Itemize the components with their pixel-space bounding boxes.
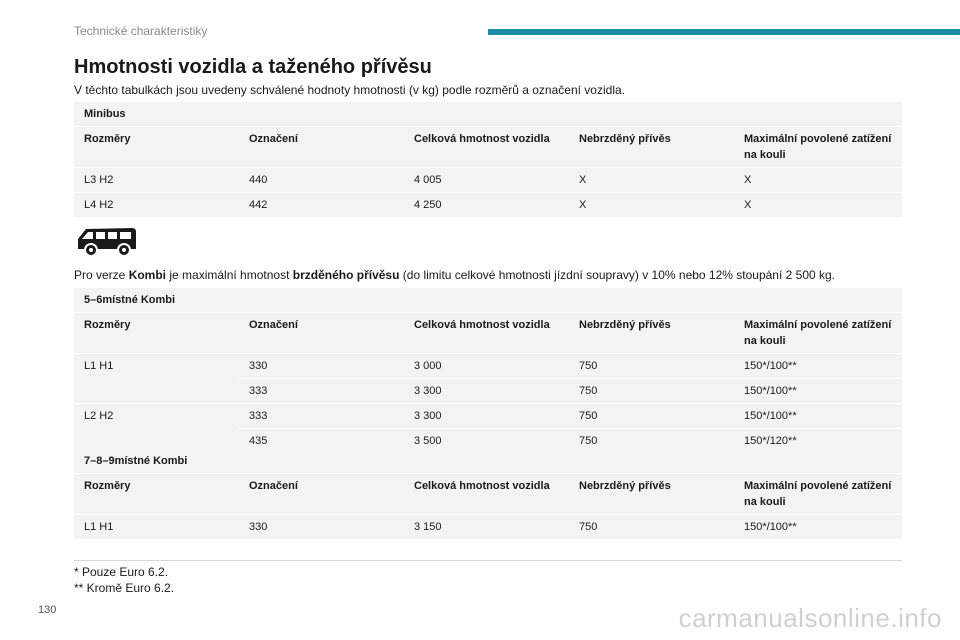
section-header: Technické charakteristiky — [74, 24, 208, 38]
table-row — [74, 193, 902, 218]
table-cell: L1 H1 — [74, 354, 239, 379]
column-header: Maximální povolené zatížení na kouli — [734, 127, 902, 168]
column-header: Rozměry — [74, 127, 239, 168]
table-cell: 330 — [239, 354, 404, 379]
table-cell: X — [734, 193, 902, 218]
column-header: Rozměry — [74, 313, 239, 354]
note-bold: Kombi — [128, 268, 167, 282]
table-cell: L4 H2 — [74, 193, 239, 218]
table-title: 5–6místné Kombi — [84, 294, 176, 306]
table-cell: 333 — [239, 379, 404, 404]
table-cell: 150*/100** — [734, 379, 902, 404]
column-header: Označení — [239, 127, 404, 168]
minibus-table — [74, 102, 902, 217]
footnote: ** Kromě Euro 6.2. — [74, 581, 175, 595]
table-row — [74, 404, 902, 429]
table-title: Minibus — [84, 108, 126, 120]
table-cell: 330 — [239, 515, 404, 540]
table-cell: 442 — [239, 193, 404, 218]
table-cell: 750 — [569, 404, 734, 429]
table-cell: X — [569, 168, 734, 193]
column-header: Nebrzděný přívěs — [569, 127, 734, 168]
column-header: Nebrzděný přívěs — [569, 313, 734, 354]
footnote-divider — [74, 560, 902, 561]
note-text: (do limitu celkové hmotnosti jízdní soupravy) v 10% nebo 12% stoupání 2 500 kg. — [399, 268, 836, 282]
table-cell: 3 300 — [404, 404, 569, 429]
table-cell: X — [734, 168, 902, 193]
kombi-note — [74, 268, 835, 282]
table-cell: 150*/100** — [734, 515, 902, 540]
table-cell: X — [569, 193, 734, 218]
column-header: Maximální povolené zatížení na kouli — [734, 313, 902, 354]
table-cell: 150*/100** — [734, 354, 902, 379]
table-cell: 750 — [569, 354, 734, 379]
column-header: Celková hmotnost vozidla — [404, 313, 569, 354]
table-row — [74, 168, 902, 193]
kombi9-table — [74, 449, 902, 539]
table-title: 7–8–9místné Kombi — [84, 455, 188, 467]
table-cell: 150*/120** — [734, 429, 902, 454]
table-cell: 3 150 — [404, 515, 569, 540]
page-title: Hmotnosti vozidla a taženého přívěsu — [74, 56, 432, 78]
table-cell: 4 250 — [404, 193, 569, 218]
table-cell: 750 — [569, 429, 734, 454]
page-number: 130 — [38, 604, 57, 616]
column-header: Celková hmotnost vozidla — [404, 474, 569, 515]
header-accent-bar — [488, 29, 960, 35]
note-text: je maximální hmotnost — [166, 268, 293, 282]
column-header: Celková hmotnost vozidla — [404, 127, 569, 168]
table-cell: 3 500 — [404, 429, 569, 454]
table-cell: 3 000 — [404, 354, 569, 379]
table-row — [74, 354, 902, 379]
note-bold: brzděného přívěsu — [292, 268, 400, 282]
table-cell: 4 005 — [404, 168, 569, 193]
table-cell: L1 H1 — [74, 515, 239, 540]
table-cell: L2 H2 — [74, 404, 239, 429]
table-cell: 750 — [569, 379, 734, 404]
footnote: * Pouze Euro 6.2. — [74, 565, 169, 579]
column-header: Nebrzděný přívěs — [569, 474, 734, 515]
column-header: Maximální povolené zatížení na kouli — [734, 474, 902, 515]
table-cell: 750 — [569, 515, 734, 540]
kombi6-table — [74, 288, 902, 453]
table-cell: 440 — [239, 168, 404, 193]
watermark: carmanualsonline.info — [678, 603, 942, 633]
table-cell: 150*/100** — [734, 404, 902, 429]
table-cell: 3 300 — [404, 379, 569, 404]
table-cell — [74, 379, 239, 404]
column-header: Označení — [239, 313, 404, 354]
table-row — [74, 515, 902, 540]
van-icon — [74, 224, 140, 258]
table-row — [74, 379, 902, 404]
column-header: Rozměry — [74, 474, 239, 515]
table-cell: 333 — [239, 404, 404, 429]
table-cell: 435 — [239, 429, 404, 454]
column-header: Označení — [239, 474, 404, 515]
note-text: Pro verze — [74, 268, 129, 282]
table-cell: L3 H2 — [74, 168, 239, 193]
intro-text: V těchto tabulkách jsou uvedeny schválené hodnoty hmotnosti (v kg) podle rozměrů a označení vozidla. — [74, 83, 625, 97]
